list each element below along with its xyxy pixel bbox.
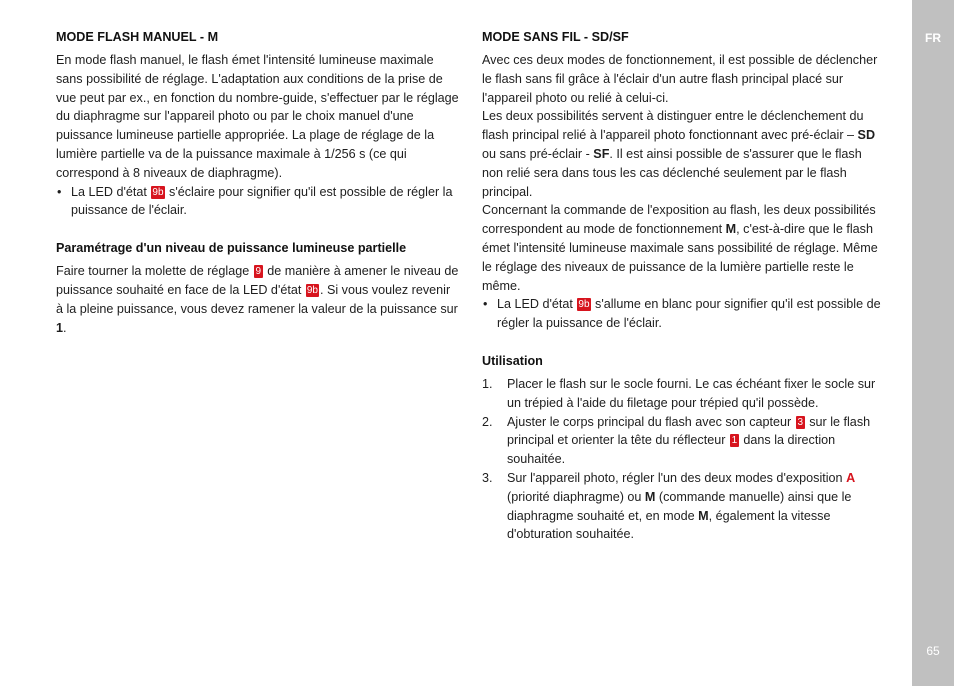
section-heading-manual-flash: MODE FLASH MANUEL - M	[56, 30, 219, 44]
wireless-paragraph-2: Les deux possibilités servent à distinguer entre le déclenchement du flash principal relié à l'appareil photo fonctionnant avec pré-éclair – SD ou sans pré-éclair - SF. Il est ainsi possible de s'assurer que le flash non relié sera dans tous les cas déclenché seulement par le flash principal.	[482, 109, 876, 199]
section-heading-usage: Utilisation	[482, 353, 543, 368]
step-item: 2. Ajuster le corps principal du flash avec son capteur 3 sur le flash principal et orienter la tête du réflecteur 1 dans la direction souhaitée.	[482, 414, 871, 467]
page-number: 65	[926, 644, 940, 658]
step-item: 1. Placer le flash sur le socle fourni. Le cas échéant fixer le socle sur un trépied à l'aide du filetage pour trépied qu'il possède.	[482, 376, 876, 410]
list-item: • La LED d'état 9b s'allume en blanc pour signifier qu'il est possible de régler la puissance de l'éclair.	[482, 295, 886, 333]
wireless-paragraph-3: Concernant la commande de l'exposition au flash, les deux possibilités correspondent au mode de fonctionnement M, c'est-à-dire que le flash émet l'intensité lumineuse maximale sans possibilité de réglage. Même le réglage des niveaux de puissance de la lumière partielle reste le même.	[482, 203, 878, 293]
reference-tag: 9b	[152, 186, 164, 198]
reference-tag: 9b	[578, 299, 590, 311]
wireless-paragraph-1: Avec ces deux modes de fonctionnement, il est possible de déclencher le flash sans fil grâce à l'éclair d'un autre flash principal placé sur l'appareil photo ou relié à celui-ci.	[482, 53, 878, 105]
list-item: • La LED d'état 9b s'éclaire pour signifier qu'il est possible de régler la puissance de l'éclair.	[56, 183, 460, 221]
section-heading-partial-power: Paramétrage d'un niveau de puissance lumineuse partielle	[56, 241, 407, 256]
reference-tag: 3	[797, 416, 803, 428]
partial-power-paragraph: Faire tourner la molette de réglage 9 de manière à amener le niveau de puissance souhaité en face de la LED d'état 9b . Si vous voulez revenir à la pleine puissance, vous devez ramener la valeur de la puissance sur 1.	[56, 264, 459, 335]
mode-symbol-a: A	[846, 470, 856, 485]
left-column	[56, 28, 460, 337]
manual-flash-paragraph: En mode flash manuel, le flash émet l'intensité lumineuse maximale sans possibilité de réglage. L'adaptation aux conditions de la prise de vue peut par ex., en fonction du nombre-guide, s'effectuer par le réglage du diaphragme sur l'appareil photo ou par le choix manuel d'une puissance lumineuse partielle appropriée. La plage de réglage de la lumière partielle va de la puissance maximale à 1/256 s (ce qui correspond à 8 niveaux de diaphragme).	[56, 53, 459, 180]
mode-symbol-m: M	[698, 508, 709, 523]
mode-symbol-m: M	[725, 222, 737, 237]
mode-symbol-sf: SF	[593, 146, 610, 161]
mode-symbol-sd: SD	[857, 128, 876, 143]
right-column	[482, 28, 886, 544]
reference-tag: 9b	[306, 284, 318, 296]
power-symbol: 1	[56, 320, 64, 335]
language-sidebar	[912, 0, 954, 686]
reference-tag: 9	[255, 266, 261, 278]
reference-tag: 1	[731, 435, 738, 447]
step-item: 3. Sur l'appareil photo, régler l'un des deux modes d'exposition A (priorité diaphragme) ou M (commande manuelle) ainsi que le diaphragme souhaité et, en mode M, également la vitesse d'obturation souhaitée.	[482, 470, 856, 542]
language-label: FR	[925, 31, 941, 45]
section-heading-wireless: MODE SANS FIL - SD/SF	[482, 30, 629, 44]
mode-symbol-m: M	[644, 489, 656, 504]
